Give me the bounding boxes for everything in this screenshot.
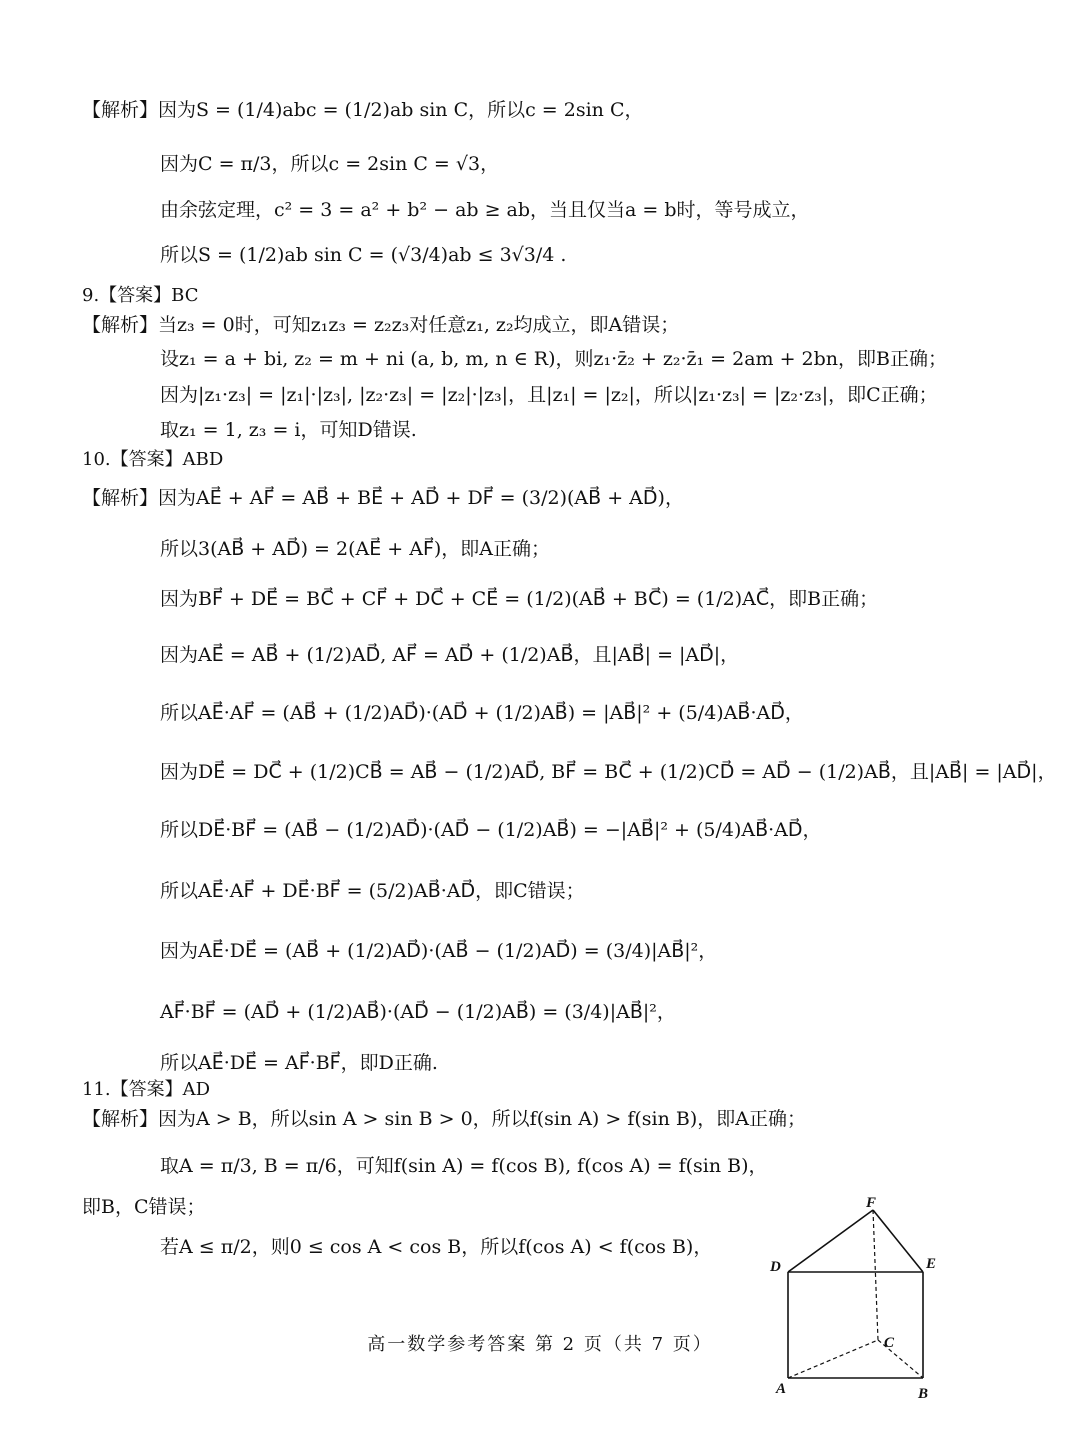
edge-ac-hidden [788,1340,878,1378]
edge-df [788,1210,873,1272]
solution-11-line-3: 即B，C错误； [82,1196,206,1218]
answer-11: 11.【答案】AD [82,1079,211,1100]
solution-9-line-2: 设z₁ = a + bi, z₂ = m + ni (a, b, m, n ∈ R)，则z₁·z̄₂ + z₂·z̄₁ = 2am + 2bn，即B正确； [160,348,947,370]
solution-10-line-4: 因为AE⃗ = AB⃗ + (1/2)AD⃗, AF⃗ = AD⃗ + (1/2)AB⃗，且|AB⃗| = |AD⃗|， [160,644,740,666]
label-d: D [770,1259,781,1275]
solution-8-line-4: 所以S = (1/2)ab sin C = (√3/4)ab ≤ 3√3/4 . [160,244,567,266]
solution-11-line-4: 若A ≤ π/2，则0 ≤ cos A < cos B，所以f(cos A) < f(cos B)， [160,1236,713,1258]
solution-8-line-2: 因为C = π/3，所以c = 2sin C = √3， [160,153,500,175]
solution-8-line-1: 【解析】因为S = (1/4)abc = (1/2)ab sin C，所以c = 2sin C， [82,99,644,121]
solution-10-line-10: AF⃗·BF⃗ = (AD⃗ + (1/2)AB⃗)·(AD⃗ − (1/2)AB⃗) = (3/4)|AB⃗|²， [160,1001,676,1023]
solution-10-line-6: 因为DE⃗ = DC⃗ + (1/2)CB⃗ = AB⃗ − (1/2)AD⃗, BF⃗ = BC⃗ + (1/2)CD⃗ = AD⃗ − (1/2)AB⃗，且|AB⃗| = |AD⃗|， [160,761,1057,783]
label-a: A [776,1381,787,1397]
solution-8-line-3: 由余弦定理，c² = 3 = a² + b² − ab ≥ ab，当且仅当a = b时，等号成立， [160,199,810,221]
answer-10: 10.【答案】ABD [82,449,224,470]
edge-fe [873,1210,923,1272]
solution-10-line-8: 所以AE⃗·AF⃗ + DE⃗·BF⃗ = (5/2)AB⃗·AD⃗，即C错误； [160,880,585,902]
solution-11-line-1: 【解析】因为A > B，所以sin A > sin B > 0，所以f(sin A) > f(sin B)，即A正确； [82,1108,806,1130]
label-e: E [926,1256,937,1272]
edge-fc-hidden [873,1210,878,1340]
label-f: F [866,1195,877,1211]
prism-figure [760,1190,960,1405]
solution-9-line-1: 【解析】当z₃ = 0时，可知z₁z₃ = z₂z₃对任意z₁, z₂均成立，即A错误； [82,314,680,336]
page-footer: 高一数学参考答案 第 2 页（共 7 页） [367,1334,713,1355]
solution-10-line-5: 所以AE⃗·AF⃗ = (AB⃗ + (1/2)AD⃗)·(AD⃗ + (1/2)AB⃗) = |AB⃗|² + (5/4)AB⃗·AD⃗， [160,702,804,724]
answer-9: 9.【答案】BC [82,285,199,306]
solution-9-line-4: 取z₁ = 1, z₃ = i，可知D错误. [160,419,417,441]
solution-10-line-1: 【解析】因为AE⃗ + AF⃗ = AB⃗ + BE⃗ + AD⃗ + DF⃗ = (3/2)(AB⃗ + AD⃗)， [82,487,684,509]
label-b: B [918,1386,929,1402]
solution-10-line-3: 因为BF⃗ + DE⃗ = BC⃗ + CF⃗ + DC⃗ + CE⃗ = (1/2)(AB⃗ + BC⃗) = (1/2)AC⃗，即B正确； [160,588,879,610]
solution-10-line-9: 因为AE⃗·DE⃗ = (AB⃗ + (1/2)AD⃗)·(AB⃗ − (1/2)AD⃗) = (3/4)|AB⃗|²， [160,940,718,962]
solution-10-line-7: 所以DE⃗·BF⃗ = (AB⃗ − (1/2)AD⃗)·(AD⃗ − (1/2)AB⃗) = −|AB⃗|² + (5/4)AB⃗·AD⃗， [160,819,822,841]
solution-11-line-2: 取A = π/3, B = π/6，可知f(sin A) = f(cos B), f(cos A) = f(sin B)， [160,1155,768,1177]
solution-10-line-2: 所以3(AB⃗ + AD⃗) = 2(AE⃗ + AF⃗)，即A正确； [160,538,551,560]
solution-10-line-11: 所以AE⃗·DE⃗ = AF⃗·BF⃗，即D正确. [160,1052,438,1074]
label-c: C [884,1335,895,1351]
solution-9-line-3: 因为|z₁·z₃| = |z₁|·|z₃|, |z₂·z₃| = |z₂|·|z₃|，且|z₁| = |z₂|，所以|z₁·z₃| = |z₂·z₃|，即C正确； [160,384,938,406]
